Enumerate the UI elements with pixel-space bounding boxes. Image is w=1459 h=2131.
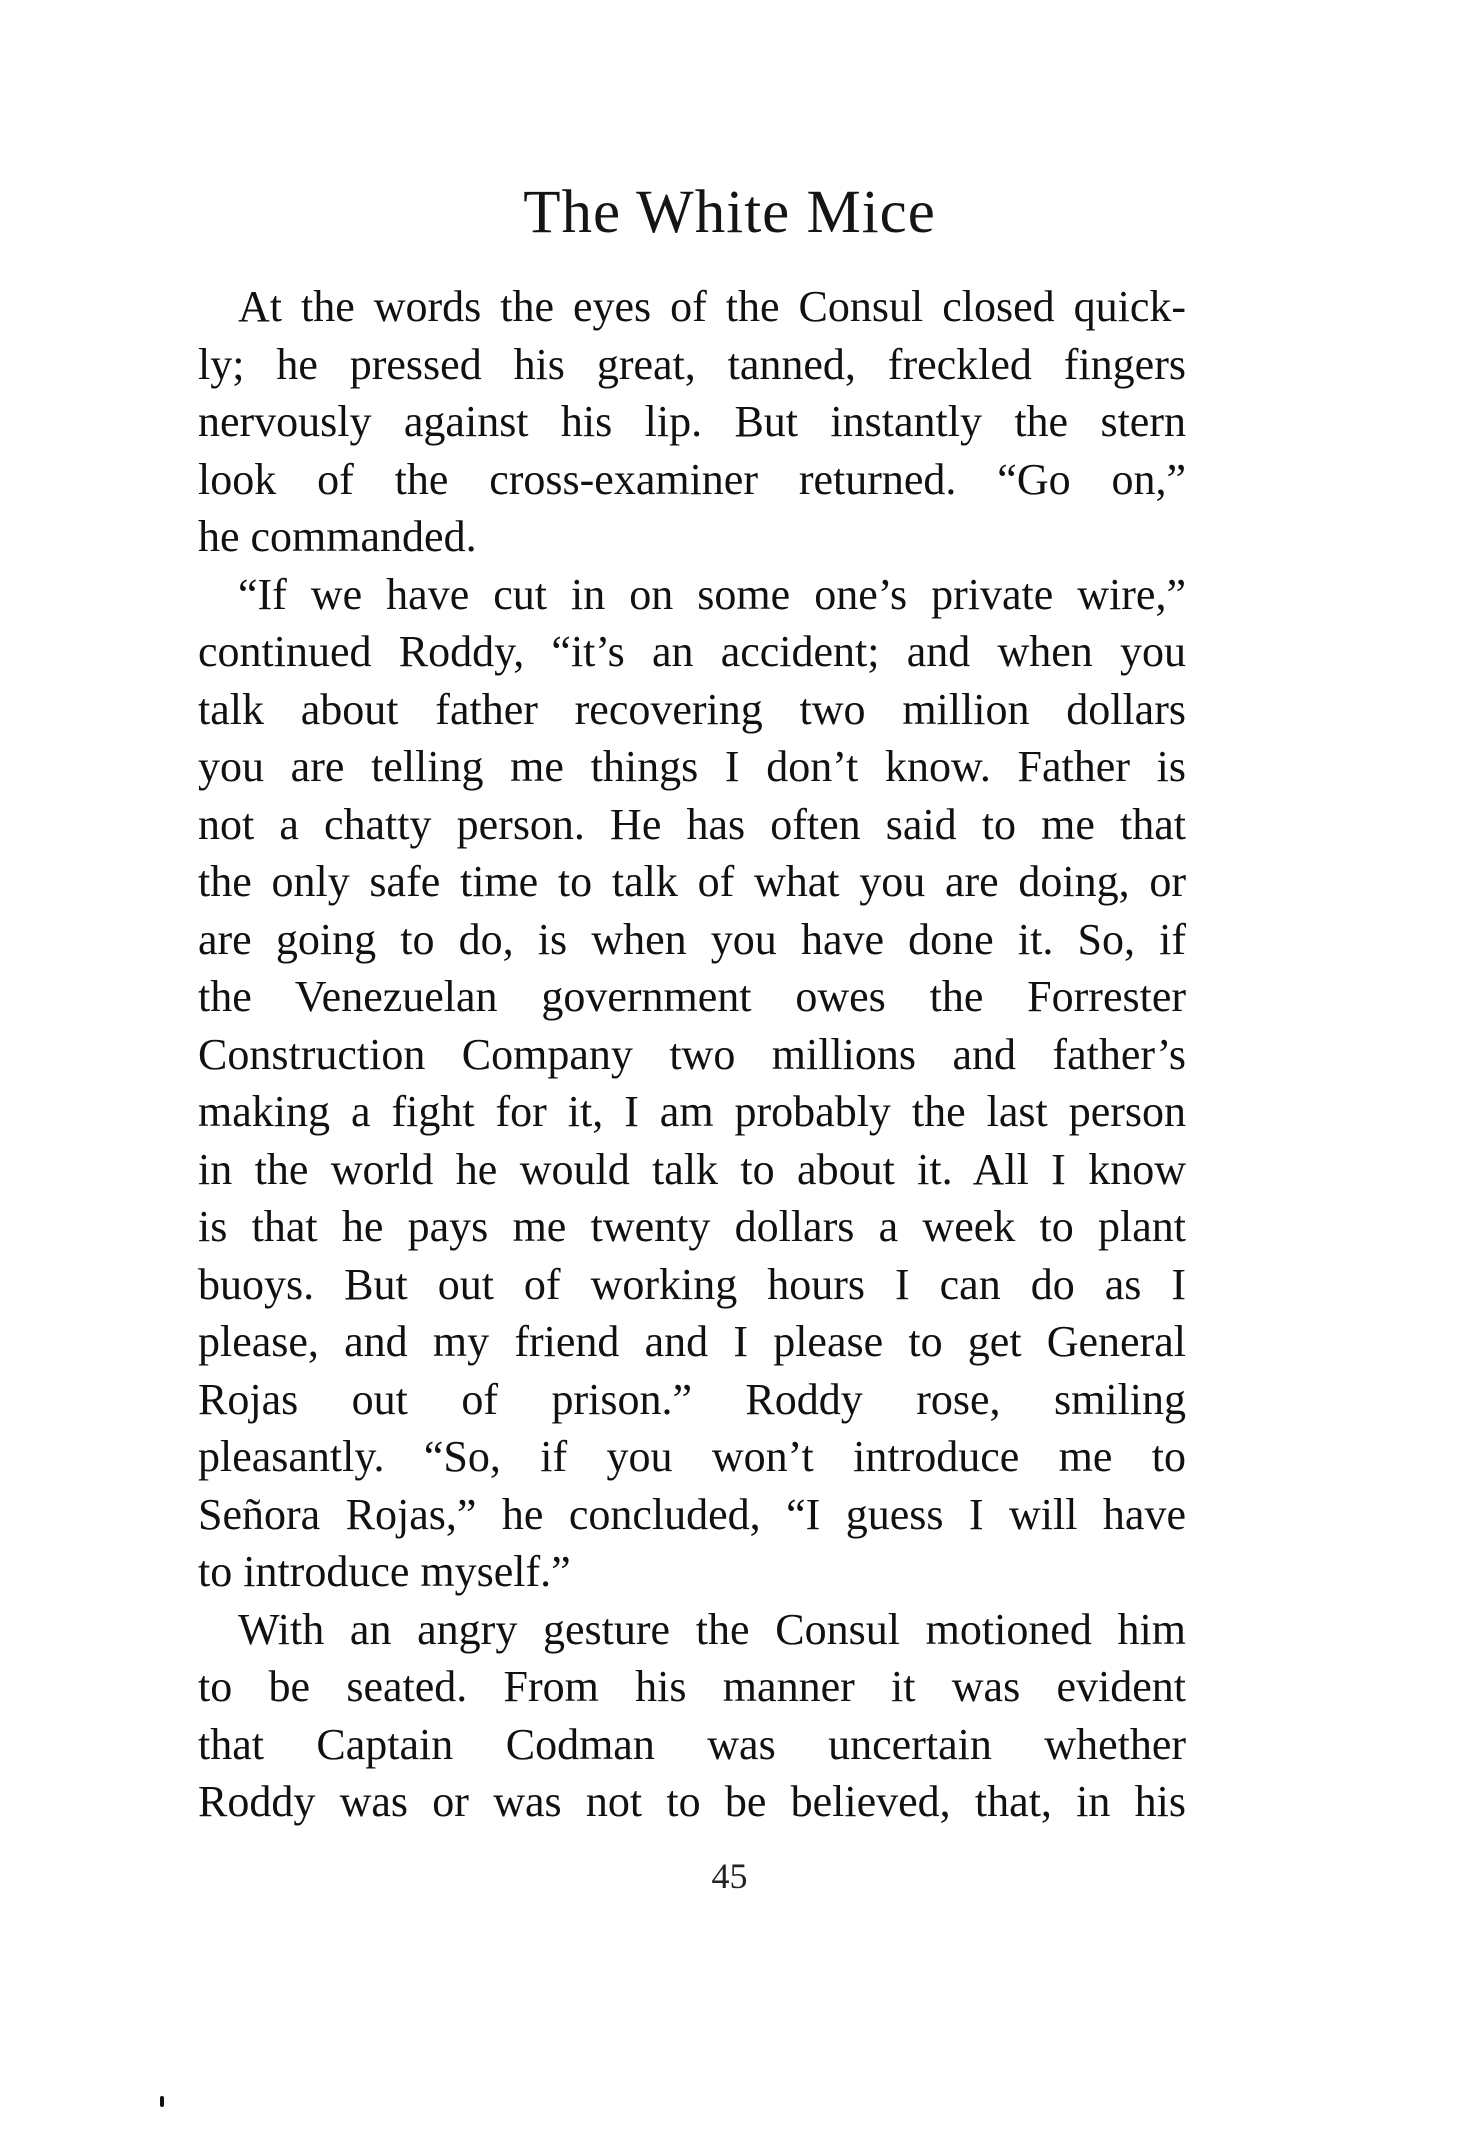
text-line: to introduce myself.” [198, 1547, 571, 1596]
text-line: talk about father recovering two million dollars [198, 684, 1186, 734]
text-line: look of the cross-examiner returned. “Go on,” [198, 454, 1186, 504]
text-line: Señora Rojas,” he concluded, “I guess I will have [198, 1489, 1186, 1539]
scan-speck [160, 2096, 164, 2107]
text-line: are going to do, is when you have done it. So, if [198, 914, 1186, 964]
text-line: he commanded. [198, 512, 477, 561]
text-line: “If we have cut in on some one’s private wire,” [238, 569, 1186, 619]
text-line: buoys. But out of working hours I can do as I [198, 1259, 1186, 1309]
text-line: you are telling me things I don’t know. Father is [198, 742, 1186, 791]
page-title: The White Mice [523, 179, 936, 246]
text-line: please, and my friend and I please to get General [198, 1317, 1186, 1366]
text-line: pleasantly. “So, if you won’t introduce me to [198, 1432, 1186, 1481]
text-line: ly; he pressed his great, tanned, freckled fingers [198, 339, 1186, 389]
body-text [198, 278, 1186, 1831]
text-line: Roddy was or was not to be believed, that, in his [198, 1777, 1186, 1826]
text-line: Rojas out of prison.” Roddy rose, smiling [198, 1374, 1186, 1424]
text-line: not a chatty person. He has often said to me that [198, 799, 1186, 849]
text-line: making a fight for it, I am probably the last person [198, 1087, 1186, 1136]
page-number: 45 [711, 1856, 748, 1896]
text-line: With an angry gesture the Consul motioned him [238, 1604, 1186, 1654]
text-line: the only safe time to talk of what you are doing, or [198, 857, 1186, 906]
text-line: in the world he would talk to about it. All I know [198, 1144, 1186, 1194]
text-line: nervously against his lip. But instantly the stern [198, 397, 1186, 446]
text-line: the Venezuelan government owes the Forrester [198, 972, 1186, 1021]
text-line: At the words the eyes of the Consul closed quick- [238, 282, 1186, 331]
text-line: to be seated. From his manner it was evident [198, 1662, 1186, 1711]
text-line: continued Roddy, “it’s an accident; and when you [198, 627, 1186, 676]
text-line: is that he pays me twenty dollars a week to plant [198, 1202, 1186, 1251]
text-line: Construction Company two millions and father’s [198, 1029, 1186, 1079]
text-line: that Captain Codman was uncertain whether [198, 1719, 1186, 1769]
